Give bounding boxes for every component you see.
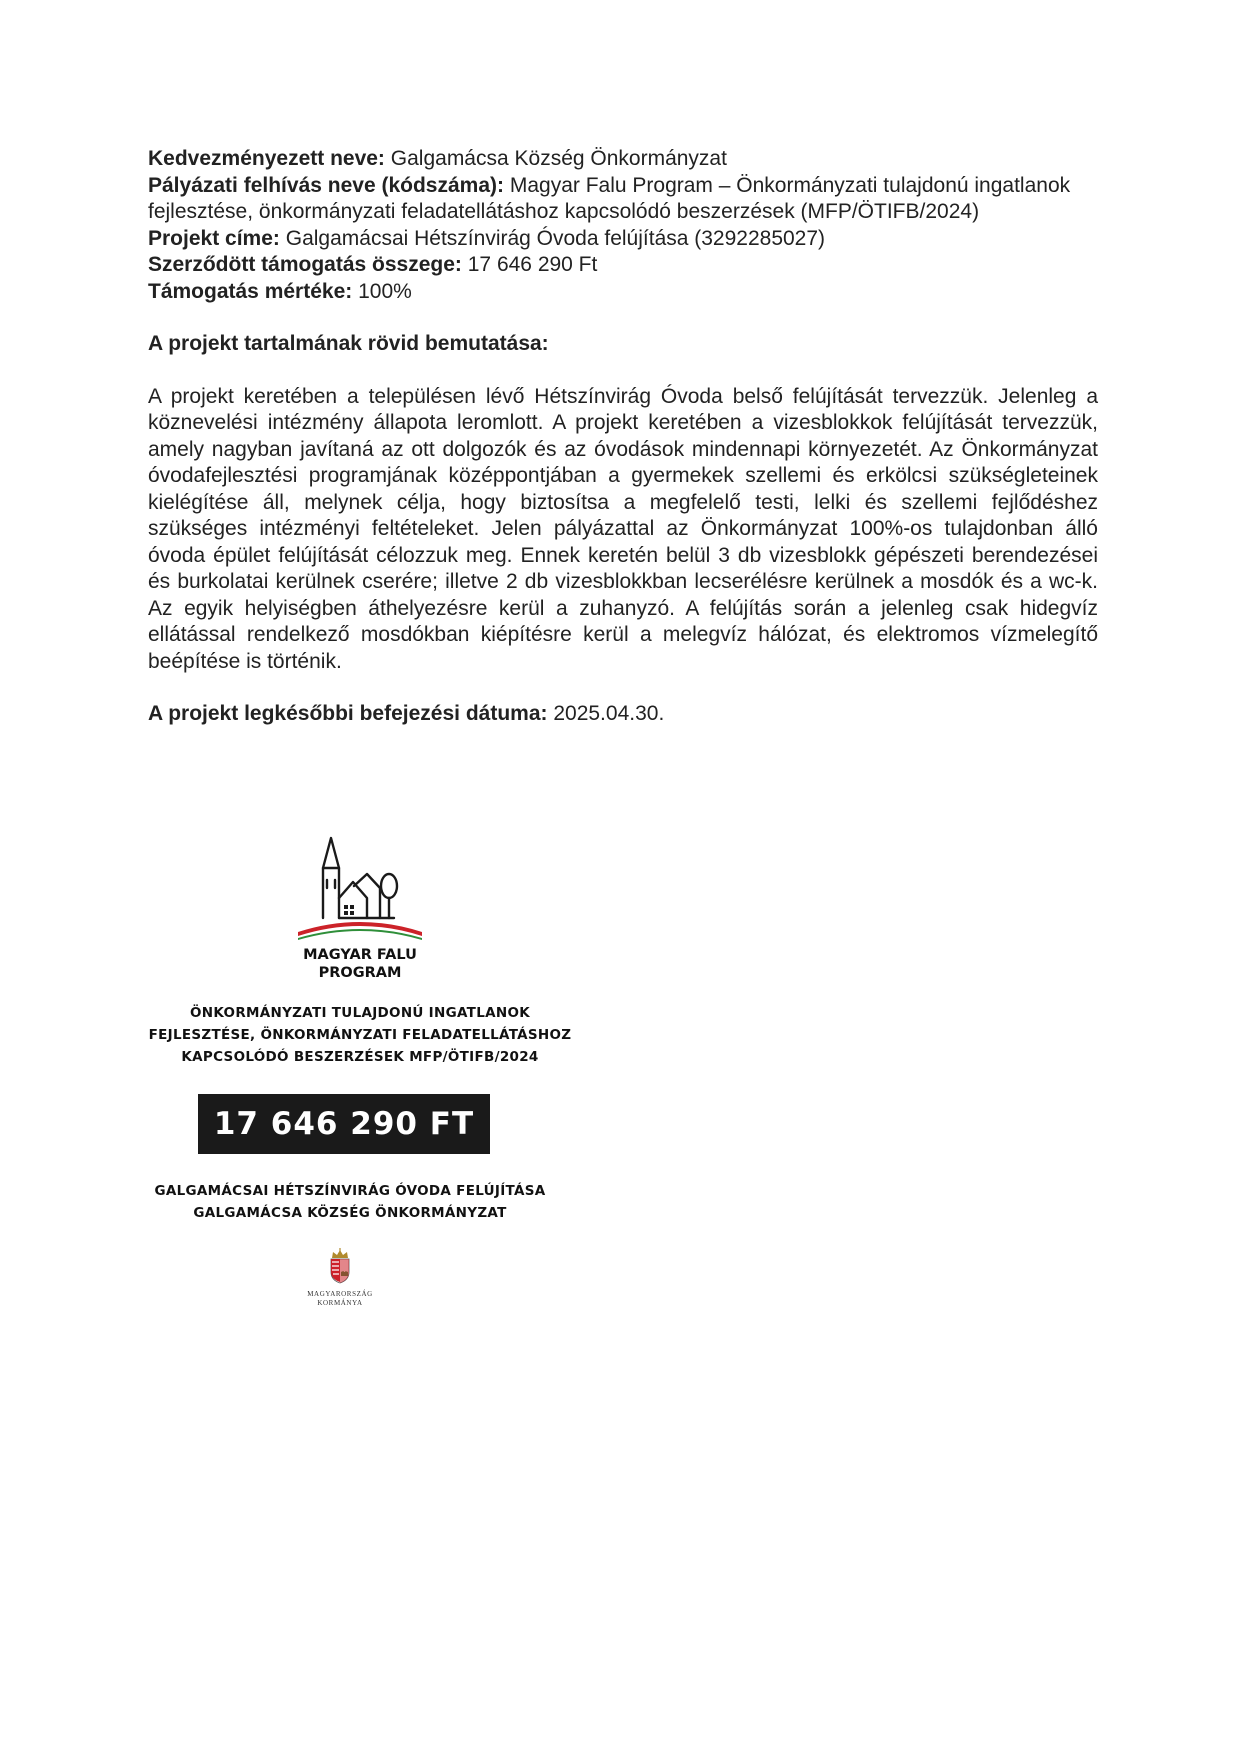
government-logo xyxy=(300,1248,380,1308)
grant-value: 17 646 290 Ft xyxy=(467,253,598,276)
call-label: Pályázati felhívás neve (kódszáma): xyxy=(148,173,504,197)
beneficiary-label: Kedvezményezett neve: xyxy=(148,147,385,170)
rate-line xyxy=(148,279,1098,306)
grant-label: Szerződött támogatás összege: xyxy=(148,253,462,276)
beneficiary-value: Galgamácsa Község Önkormányzat xyxy=(390,147,727,170)
project-info-document xyxy=(148,146,1098,728)
village-church-house-tree-icon xyxy=(290,832,430,944)
deadline-value: 2025.04.30. xyxy=(553,702,665,725)
program-poster xyxy=(150,832,570,1308)
rate-value: 100% xyxy=(358,279,412,303)
project-title-line xyxy=(148,226,1098,253)
program-name: MAGYAR FALU PROGRAM xyxy=(303,947,417,981)
summary-text: A projekt keretében a településen lévő Hétszínvirág Óvoda belső felújítását tervezzük. Jelenleg a köznevelési intézmény állapota leromlott. A projekt keretében a vizesblokkok felújítását tervezzük, amely nagyban javítaná az ott dolgozók és az óvodások mindennapi környezetét. Az Önkormányzat óvodafejlesztési programjának középpontjában a gyermekek szellemi és erkölcsi szükségleteinek kielégítése áll, melynek célja, hogy biztosítsa a megfelelő testi, lelki és szellemi fejlődéshez szükséges intézményi feltételeket. Jelen pályázattal az Önkormányzat 100%-os tulajdonban álló óvoda épület felújítását célozzuk meg. Ennek keretén belül 3 db vizesblokk gépészeti berendezései és burkolatai kerülnek cserére; illetve 2 db vizesblokkban lecserélésre kerülnek a mosdók és a wc-k. Az egyik helyiségben áthelyezésre kerül a zuhanyzó. A felújítás során a jelenleg csak hidegvíz ellátással rendelkező mosdókban kiépítésre kerül a melegvíz hálózat, és elektromos vízmelegítő beépítése is történik. xyxy=(148,384,1098,673)
hungarian-coat-of-arms-icon xyxy=(327,1248,353,1284)
government-text: MAGYARORSZÁG KORMÁNYA xyxy=(307,1290,373,1307)
amount-box: 17 646 290 FT xyxy=(198,1094,490,1154)
call-line xyxy=(148,173,1098,226)
rate-label: Támogatás mértéke: xyxy=(148,279,353,303)
grant-line xyxy=(148,252,1098,279)
deadline-label: A projekt legkésőbbi befejezési dátuma: xyxy=(148,702,548,725)
beneficiary-line xyxy=(148,146,1098,173)
project-title-value: Galgamácsai Hétszínvirág Óvoda felújítása (3292285027) xyxy=(285,226,826,250)
summary-heading: A projekt tartalmának rövid bemutatása: xyxy=(148,332,549,355)
project-title-label: Projekt címe: xyxy=(148,226,280,250)
deadline-line xyxy=(148,701,1098,728)
poster-project-info: GALGAMÁCSAI HÉTSZÍNVIRÁG ÓVODA FELÚJÍTÁSA GALGAMÁCSA KÖZSÉG ÖNKORMÁNYZAT xyxy=(154,1183,546,1221)
program-title: ÖNKORMÁNYZATI TULAJDONÚ INGATLANOK FEJLESZTÉSE, ÖNKORMÁNYZATI FELADATELLÁTÁSHOZ KAPCSOLÓDÓ BESZERZÉSEK MFP/ÖTIFB/2024 xyxy=(148,1005,572,1065)
call-value: Magyar Falu Program – Önkormányzati tulajdonú ingatlanok fejlesztése, önkormányzati feladatellátáshoz kapcsolódó beszerzések (MFP/ÖTIFB/2024) xyxy=(148,173,1071,223)
